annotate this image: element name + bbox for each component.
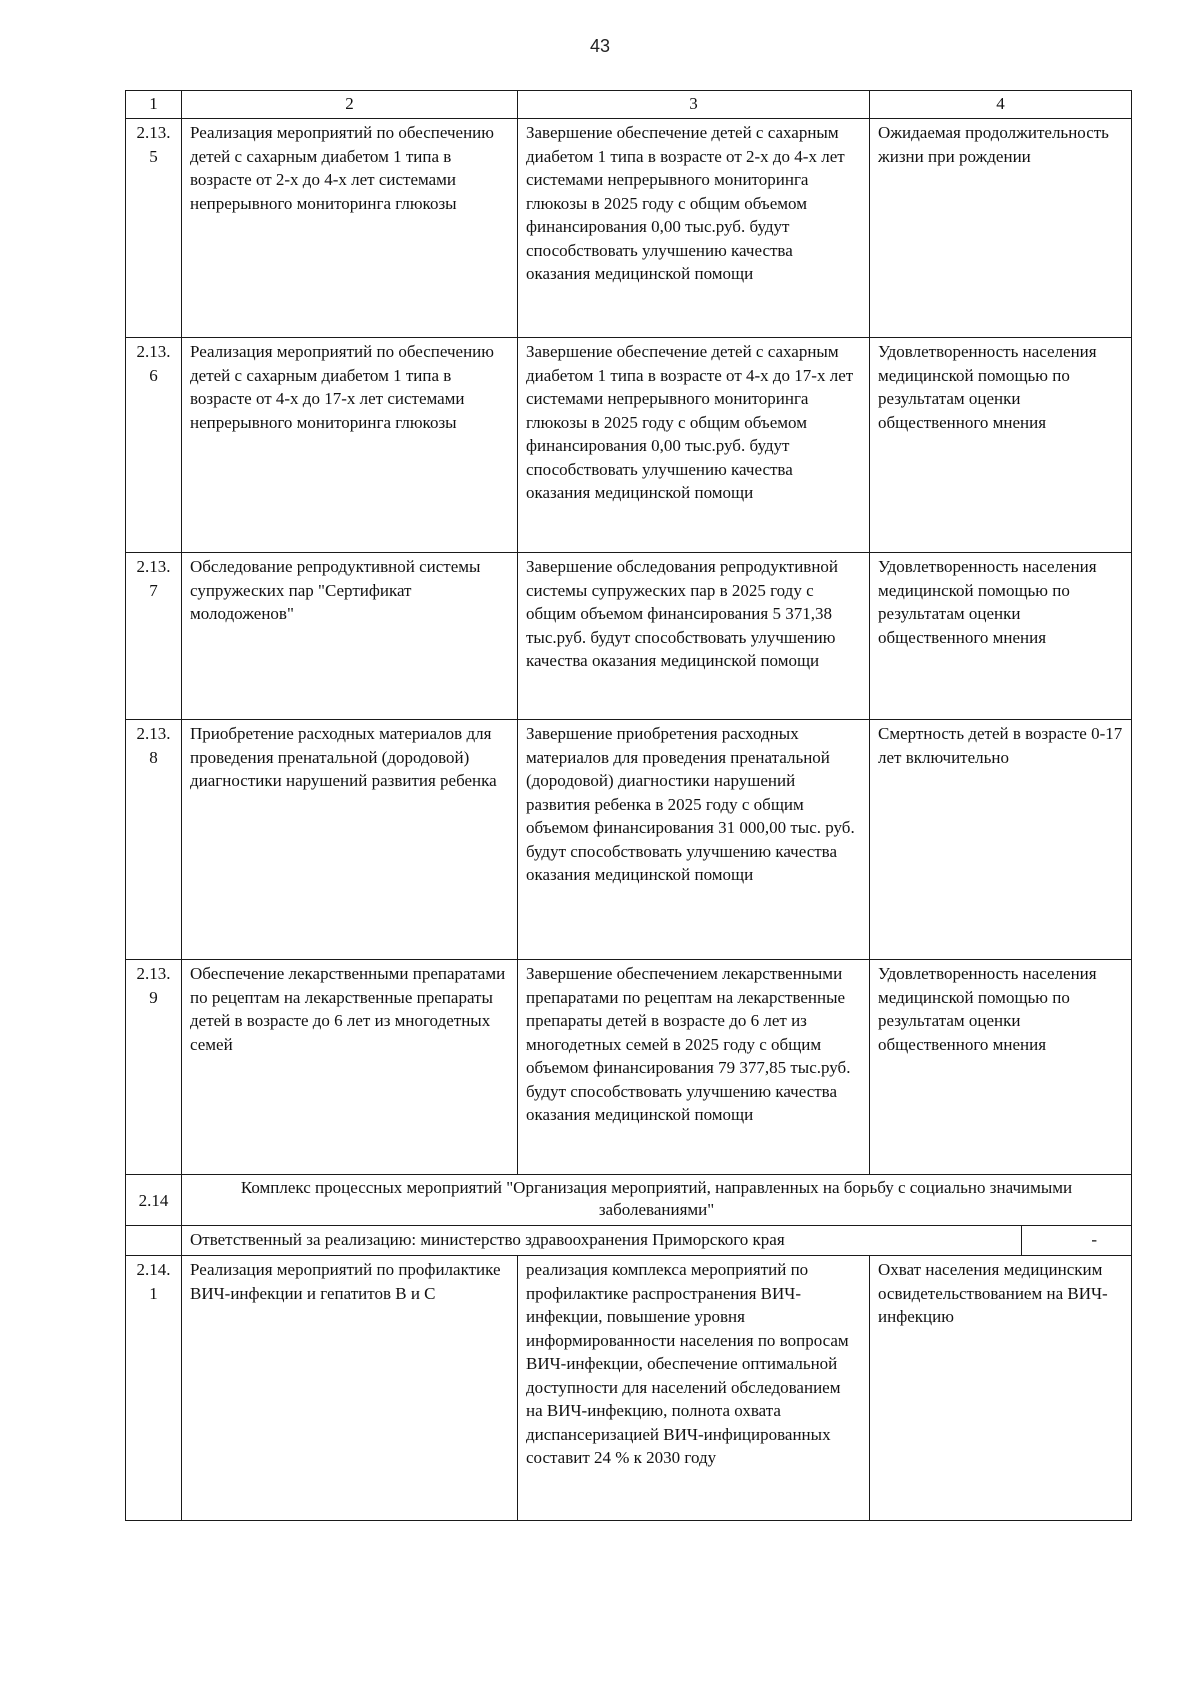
page-number: 43 (589, 36, 611, 56)
indicator-cell: Удовлетворенность населения медицинской помощью по результатам оценки общественного мнения (870, 338, 1132, 553)
row-number: 2.13. 5 (126, 119, 182, 338)
result-cell: Завершение приобретения расходных материалов для проведения пренатальной (дородовой) диагностики нарушений развития ребенка в 2025 году с общим объемом финансирования 31 000,00 тыс. руб. будут способствовать улучшению качества оказания медицинской помощи (518, 720, 870, 960)
responsible-mark: - (1021, 1226, 1131, 1256)
row-number: 2.13. 9 (126, 960, 182, 1175)
measure-cell: Обследование репродуктивной системы супружеских пар "Сертификат молодоженов" (182, 553, 518, 720)
empty-cell (126, 1226, 182, 1256)
responsible-row (126, 1226, 1132, 1256)
table-row (126, 119, 1132, 338)
indicator-cell: Ожидаемая продолжительность жизни при рождении (870, 119, 1132, 338)
result-cell: Завершение обеспечением лекарственными препаратами по рецептам на лекарственные препараты детей в возрасте до 6 лет из многодетных семей в 2025 году с общим объемом финансирования 79 377,85 тыс.руб. будут способствовать улучшению качества оказания медицинской помощи (518, 960, 870, 1175)
table-header-row (126, 91, 1132, 119)
indicator-cell: Смертность детей в возрасте 0-17 лет включительно (870, 720, 1132, 960)
section-title: Комплекс процессных мероприятий "Организация мероприятий, направленных на борьбу с социально значимыми заболеваниями" (182, 1175, 1132, 1226)
measure-cell: Реализация мероприятий по обеспечению детей с сахарным диабетом 1 типа в возрасте от 4-х до 17-х лет системами непрерывного мониторинга глюкозы (182, 338, 518, 553)
table-row (126, 338, 1132, 553)
section-number: 2.14 (126, 1175, 182, 1226)
row-number: 2.13. 6 (126, 338, 182, 553)
column-header: 4 (870, 91, 1132, 119)
indicator-cell: Удовлетворенность населения медицинской помощью по результатам оценки общественного мнения (870, 960, 1132, 1175)
measure-cell: Реализация мероприятий по профилактике ВИЧ-инфекции и гепатитов В и С (182, 1256, 518, 1521)
column-header: 1 (126, 91, 182, 119)
result-cell: Завершение обеспечение детей с сахарным диабетом 1 типа в возрасте от 4-х до 17-х лет системами непрерывного мониторинга глюкозы в 2025 году с общим объемом финансирования 0,00 тыс.руб. будут способствовать улучшению качества оказания медицинской помощи (518, 338, 870, 553)
responsible-cell (182, 1226, 1132, 1256)
column-header: 3 (518, 91, 870, 119)
measure-cell: Реализация мероприятий по обеспечению детей с сахарным диабетом 1 типа в возрасте от 2-х до 4-х лет системами непрерывного мониторинга глюкозы (182, 119, 518, 338)
row-number: 2.13. 8 (126, 720, 182, 960)
indicator-cell: Охват населения медицинским освидетельствованием на ВИЧ-инфекцию (870, 1256, 1132, 1521)
column-header: 2 (182, 91, 518, 119)
indicator-cell: Удовлетворенность населения медицинской помощью по результатам оценки общественного мнения (870, 553, 1132, 720)
result-cell: Завершение обследования репродуктивной системы супружеских пар в 2025 году с общим объемом финансирования 5 371,38 тыс.руб. будут способствовать улучшению качества оказания медицинской помощи (518, 553, 870, 720)
result-cell: реализация комплекса мероприятий по профилактике распространения ВИЧ-инфекции, повышение уровня информированности населения по вопросам ВИЧ-инфекции, обеспечение оптимальной доступности для населений обследованием на ВИЧ-инфекцию, полнота охвата диспансеризацией ВИЧ-инфицированных составит 24 % к 2030 году (518, 1256, 870, 1521)
table-row (126, 553, 1132, 720)
table-row (126, 960, 1132, 1175)
row-number: 2.14. 1 (126, 1256, 182, 1521)
measures-table (125, 90, 1132, 1521)
measure-cell: Приобретение расходных материалов для проведения пренатальной (дородовой) диагностики нарушений развития ребенка (182, 720, 518, 960)
section-row (126, 1175, 1132, 1226)
measure-cell: Обеспечение лекарственными препаратами по рецептам на лекарственные препараты детей в возрасте до 6 лет из многодетных семей (182, 960, 518, 1175)
table-row (126, 1256, 1132, 1521)
result-cell: Завершение обеспечение детей с сахарным диабетом 1 типа в возрасте от 2-х до 4-х лет системами непрерывного мониторинга глюкозы в 2025 году с общим объемом финансирования 0,00 тыс.руб. будут способствовать улучшению качества оказания медицинской помощи (518, 119, 870, 338)
table-row (126, 720, 1132, 960)
row-number: 2.13. 7 (126, 553, 182, 720)
responsible-text: Ответственный за реализацию: министерство здравоохранения Приморского края (190, 1230, 785, 1249)
